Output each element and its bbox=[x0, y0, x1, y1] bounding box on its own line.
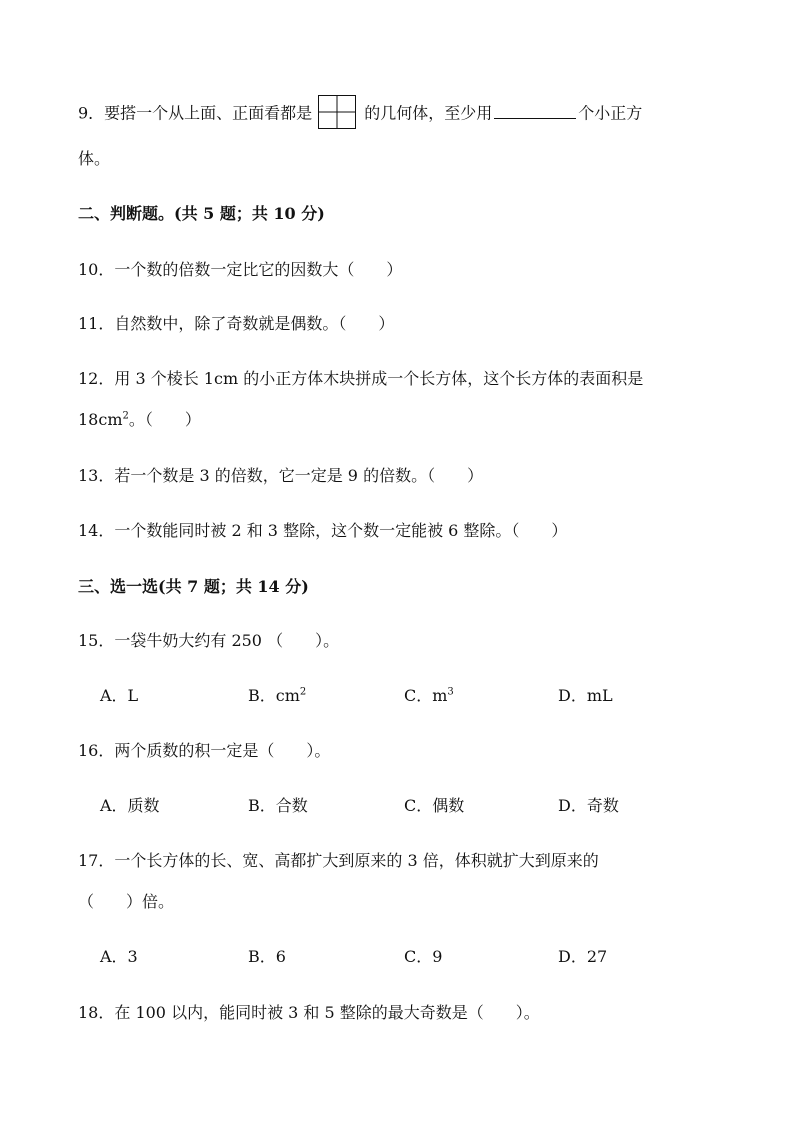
question-12-line2 bbox=[78, 409, 201, 431]
superscript: 3 bbox=[447, 686, 454, 698]
question-9-text-c: 个小正方 bbox=[578, 103, 643, 123]
option-d[interactable]: D．奇数 bbox=[558, 796, 619, 815]
question-17-line2: （ ）倍。 bbox=[78, 892, 175, 911]
question-9-line2: 体。 bbox=[78, 149, 111, 168]
question-12-unit: 18cm bbox=[78, 410, 123, 429]
option-b[interactable]: B．合数 bbox=[248, 796, 308, 815]
question-12-line1: 12．用 3 个棱长 1cm 的小正方体木块拼成一个长方体，这个长方体的表面积是 bbox=[78, 369, 644, 388]
question-9-text-b: 的几何体，至少用 bbox=[364, 103, 493, 123]
grid-shape-icon bbox=[318, 95, 356, 129]
option-d[interactable]: D．mL bbox=[558, 686, 613, 705]
option-c-text: C．m bbox=[404, 686, 448, 705]
option-b-text: B．cm bbox=[248, 686, 300, 705]
section-2-heading: 二、判断题。(共 5 题；共 10 分) bbox=[78, 204, 325, 223]
question-14: 14．一个数能同时被 2 和 3 整除，这个数一定能被 6 整除。（ ） bbox=[78, 521, 568, 540]
option-c[interactable]: C．9 bbox=[404, 947, 443, 966]
question-18: 18．在 100 以内，能同时被 3 和 5 整除的最大奇数是（ ）。 bbox=[78, 1003, 540, 1022]
question-15-stem: 15．一袋牛奶大约有 250 （ ）。 bbox=[78, 631, 340, 650]
option-d[interactable]: D．27 bbox=[558, 947, 608, 966]
superscript: 2 bbox=[299, 686, 307, 698]
option-a[interactable]: A．L bbox=[100, 686, 139, 705]
option-c[interactable]: C．偶数 bbox=[404, 796, 465, 815]
question-11: 11．自然数中，除了奇数就是偶数。（ ） bbox=[78, 314, 395, 333]
question-12-answer-paren: 。（ ） bbox=[128, 410, 201, 429]
option-a[interactable]: A．质数 bbox=[100, 796, 160, 815]
section-3-heading: 三、选一选(共 7 题；共 14 分) bbox=[78, 577, 309, 596]
question-13: 13．若一个数是 3 的倍数，它一定是 9 的倍数。（ ） bbox=[78, 466, 484, 485]
option-c[interactable] bbox=[404, 685, 454, 707]
question-10: 10．一个数的倍数一定比它的因数大（ ） bbox=[78, 260, 403, 279]
question-9-text-a: 9．要搭一个从上面、正面看都是 bbox=[78, 103, 313, 123]
question-16-stem: 16．两个质数的积一定是（ ）。 bbox=[78, 741, 331, 760]
superscript: 2 bbox=[122, 410, 129, 422]
question-9-line1 bbox=[78, 97, 642, 131]
option-a[interactable]: A．3 bbox=[100, 947, 138, 966]
answer-blank[interactable] bbox=[494, 104, 576, 119]
option-b[interactable]: B．6 bbox=[248, 947, 286, 966]
option-b[interactable] bbox=[248, 685, 306, 707]
question-17-line1: 17．一个长方体的长、宽、高都扩大到原来的 3 倍，体积就扩大到原来的 bbox=[78, 851, 599, 870]
